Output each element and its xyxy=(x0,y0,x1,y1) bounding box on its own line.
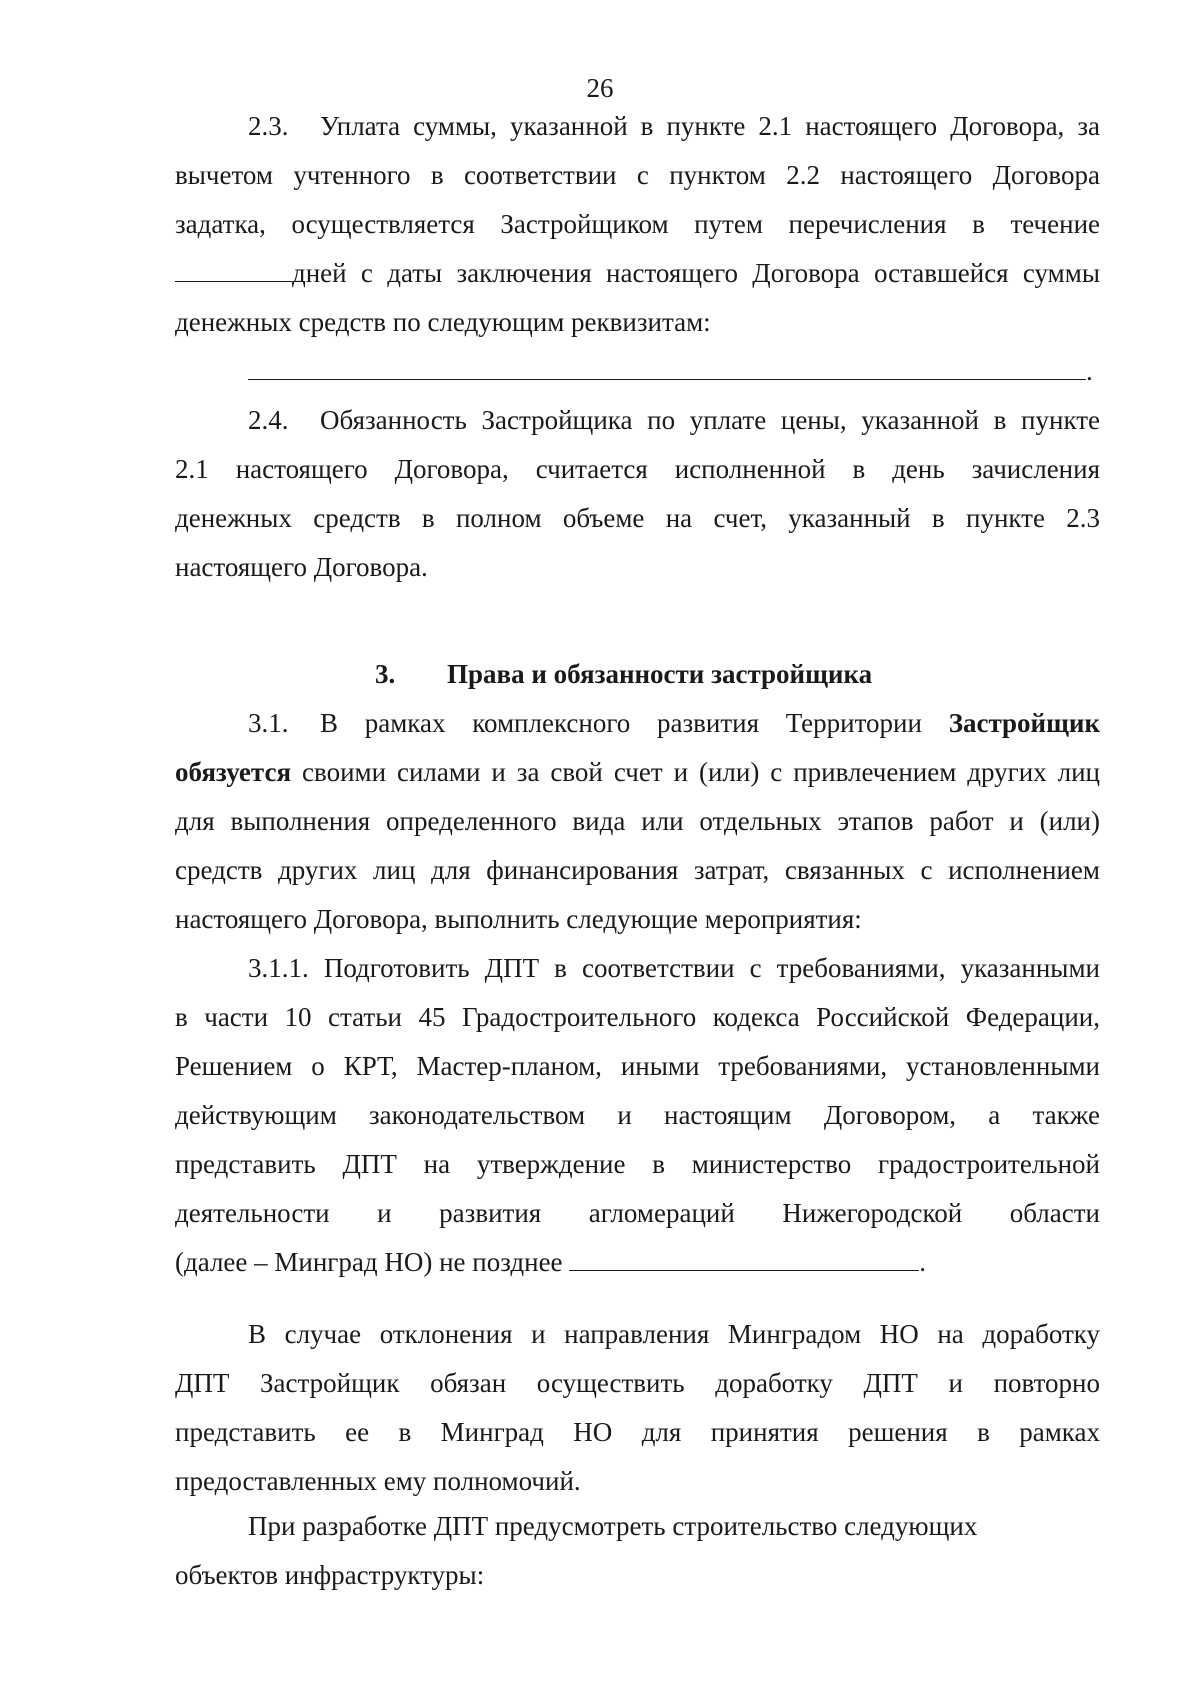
rejection-line-2: ДПТ Застройщик обязан осуществить доработку ДПТ и повторно xyxy=(175,1368,1100,1398)
clause-3-1-line-3: для выполнения определенного вида или отдельных этапов работ и (или) xyxy=(175,806,1100,836)
section-number: 3. xyxy=(375,659,396,689)
rejection-paragraph xyxy=(175,1310,1100,1506)
clause-3-1-1-line-7: (далее – Минград НО) не позднее . xyxy=(175,1238,1100,1287)
clause-3-1-line-1: 3.1. В рамках комплексного развития Территории Застройщик xyxy=(175,699,1100,748)
clause-3-1-line-5: настоящего Договора, выполнить следующие мероприятия: xyxy=(175,904,862,934)
clause-2-4 xyxy=(175,396,1100,592)
clause-2-4-line-2: 2.1 настоящего Договора, считается исполненной в день зачисления xyxy=(175,454,1100,484)
clause-2-3-line-2: вычетом учтенного в соответствии с пунктом 2.2 настоящего Договора xyxy=(175,160,1100,190)
rejection-line-1: В случае отклонения и направления Минградом НО на доработку xyxy=(248,1319,1100,1349)
clause-number: 3.1. xyxy=(248,708,289,738)
clause-3-1-1-line-4: действующим законодательством и настоящим Договором, а также xyxy=(175,1100,1100,1130)
dpt-line-2: объектов инфраструктуры: xyxy=(175,1560,485,1590)
clause-2-3 xyxy=(175,102,1100,396)
clause-3-1-1-line-6: деятельности и развития агломераций Нижегородской области xyxy=(175,1198,1100,1228)
rejection-line-3: представить ее в Минград НО для принятия решения в рамках xyxy=(175,1417,1100,1447)
clause-2-3-line-4: дней с даты заключения настоящего Договора оставшейся суммы xyxy=(175,249,1100,298)
clause-3-1-1-line-1: 3.1.1. Подготовить ДПТ в соответствии с требованиями, указанными xyxy=(248,953,1100,983)
clause-number: 2.4. xyxy=(248,405,289,435)
requisites-line: . xyxy=(175,347,1100,396)
clause-number: 2.3. xyxy=(248,111,289,141)
dpt-line-1: При разработке ДПТ предусмотреть строительство следующих xyxy=(248,1511,978,1541)
clause-3-1-1-line-3: Решением о КРТ, Мастер-планом, иными требованиями, установленными xyxy=(175,1051,1100,1081)
clause-3-1-line-2: обязуется своими силами и за свой счет и (или) с привлечением других лиц xyxy=(175,757,1101,787)
days-blank-field[interactable] xyxy=(175,251,292,282)
clause-3-1 xyxy=(175,699,1100,944)
deadline-blank-field[interactable] xyxy=(569,1240,919,1271)
clause-2-4-line-4: настоящего Договора. xyxy=(175,552,428,582)
clause-2-3-line-5: денежных средств по следующим реквизитам: xyxy=(175,307,711,337)
requisites-blank-field[interactable] xyxy=(248,349,1086,380)
clause-3-1-1-line-5: представить ДПТ на утверждение в министерство градостроительной xyxy=(175,1149,1100,1179)
section-title: Права и обязанности застройщика xyxy=(447,659,873,689)
clause-2-4-line-3: денежных средств в полном объеме на счет, указанный в пункте 2.3 xyxy=(175,503,1100,533)
rejection-line-4: предоставленных ему полномочий. xyxy=(175,1466,581,1496)
clause-3-1-1 xyxy=(175,944,1100,1287)
page-number: 26 xyxy=(586,73,614,103)
clause-3-1-line-4: средств других лиц для финансирования затрат, связанных с исполнением xyxy=(175,855,1100,885)
dpt-infrastructure-paragraph xyxy=(175,1502,1100,1600)
clause-2-3-line-3: задатка, осуществляется Застройщиком путем перечисления в течение xyxy=(175,209,1100,239)
clause-2-3-line-1: 2.3. Уплата суммы, указанной в пункте 2.1 настоящего Договора, за xyxy=(175,102,1100,151)
clause-3-1-1-line-2: в части 10 статьи 45 Градостроительного кодекса Российской Федерации, xyxy=(175,1002,1100,1032)
clause-2-4-line-1: 2.4. Обязанность Застройщика по уплате цены, указанной в пункте xyxy=(175,396,1100,445)
